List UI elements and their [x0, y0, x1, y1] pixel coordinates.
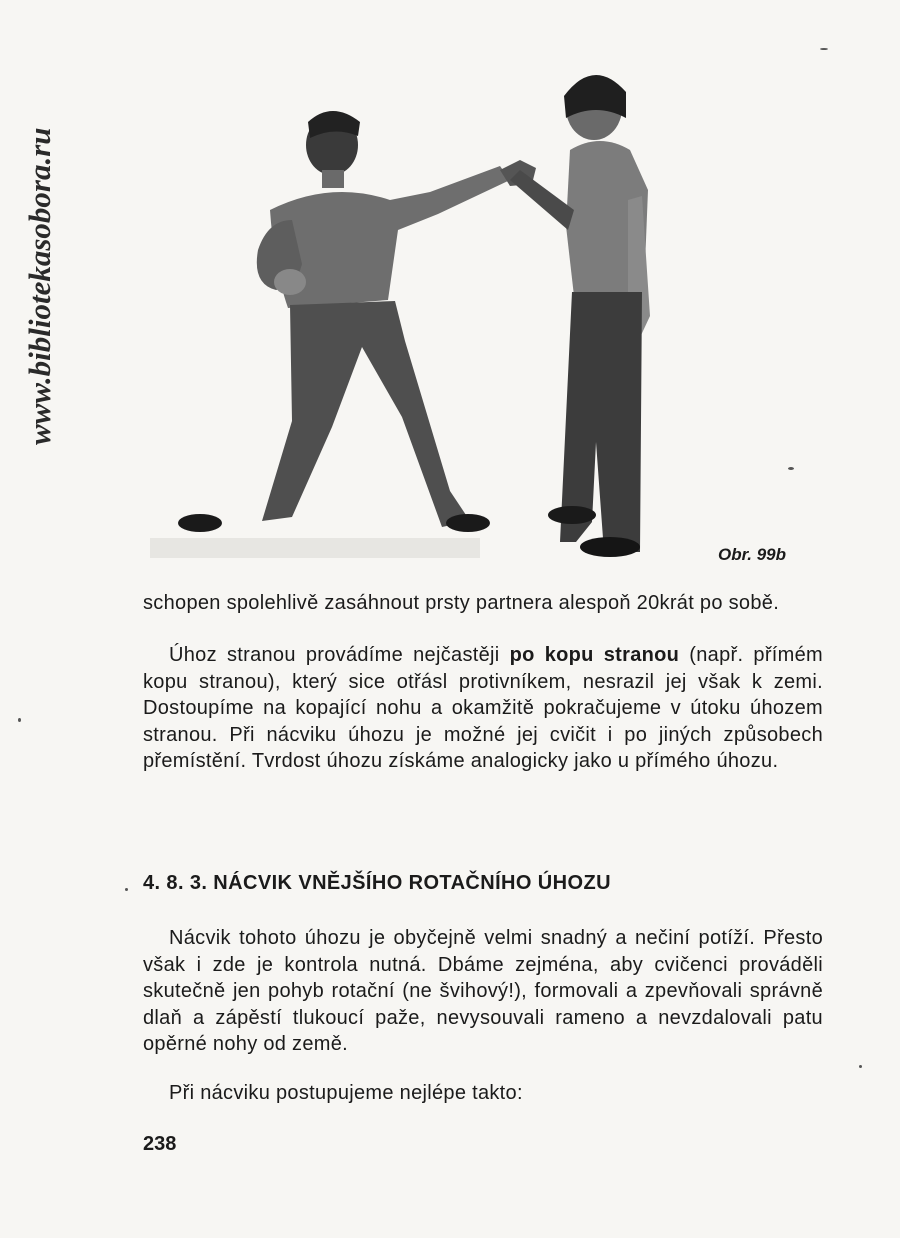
p2-text-end: (např. přímém kopu stranou), který sice otřásl protivníkem, nesrazil jej však k zemi. Dostoupíme na kopající nohu a okamžitě pokračujeme v útoku úhozem stranou. Při nácviku úhozu je možné jej cvičit i po jiných způsobech přemístění. Tvrdost úhozu získáme analogicky jako u přímého úhozu.	[143, 644, 823, 772]
scan-speck	[18, 718, 21, 722]
figure-photo	[140, 60, 700, 570]
paragraph-rotation-strike: Nácvik tohoto úhozu je obyčejně velmi snadný a nečiní potíží. Přesto však i zde je kontrola nutná. Dbáme zejména, aby cvičenci prováděli skutečně jen pohyb rotační (ne švihový!), formovali a zpevňovali správně dlaň a zápěstí tlukoucí paže, nevysouvali rameno a nevzdalovali patu opěrné nohy od země.	[143, 927, 823, 1055]
paragraph-procedure-intro: Při nácviku postupujeme nejlépe takto:	[169, 1082, 523, 1104]
right-person	[510, 75, 650, 557]
scan-speck	[859, 1065, 862, 1068]
scan-speck	[788, 467, 794, 470]
section-heading: 4. 8. 3. NÁCVIK VNĚJŠÍHO ROTAČNÍHO ÚHOZU	[143, 872, 611, 894]
scan-speck	[820, 48, 828, 50]
paragraph-continuation: schopen spolehlivě zasáhnout prsty partnera alespoň 20krát po sobě.	[143, 592, 780, 614]
p2-text-start: Úhoz stranou provádíme nejčastěji	[169, 644, 510, 666]
photo-illustration	[140, 60, 700, 570]
watermark-text-svg	[6, 0, 66, 460]
left-person	[178, 111, 536, 532]
figure-caption: Obr. 99b	[718, 545, 787, 564]
watermark-text: www.bibliotekasobora.ru	[22, 127, 57, 445]
watermark	[6, 0, 66, 460]
p2-bold-phrase: po kopu stranou	[509, 644, 680, 666]
scan-speck	[125, 888, 128, 891]
paragraph-side-strike	[143, 642, 823, 775]
page-number: 238	[143, 1133, 177, 1155]
